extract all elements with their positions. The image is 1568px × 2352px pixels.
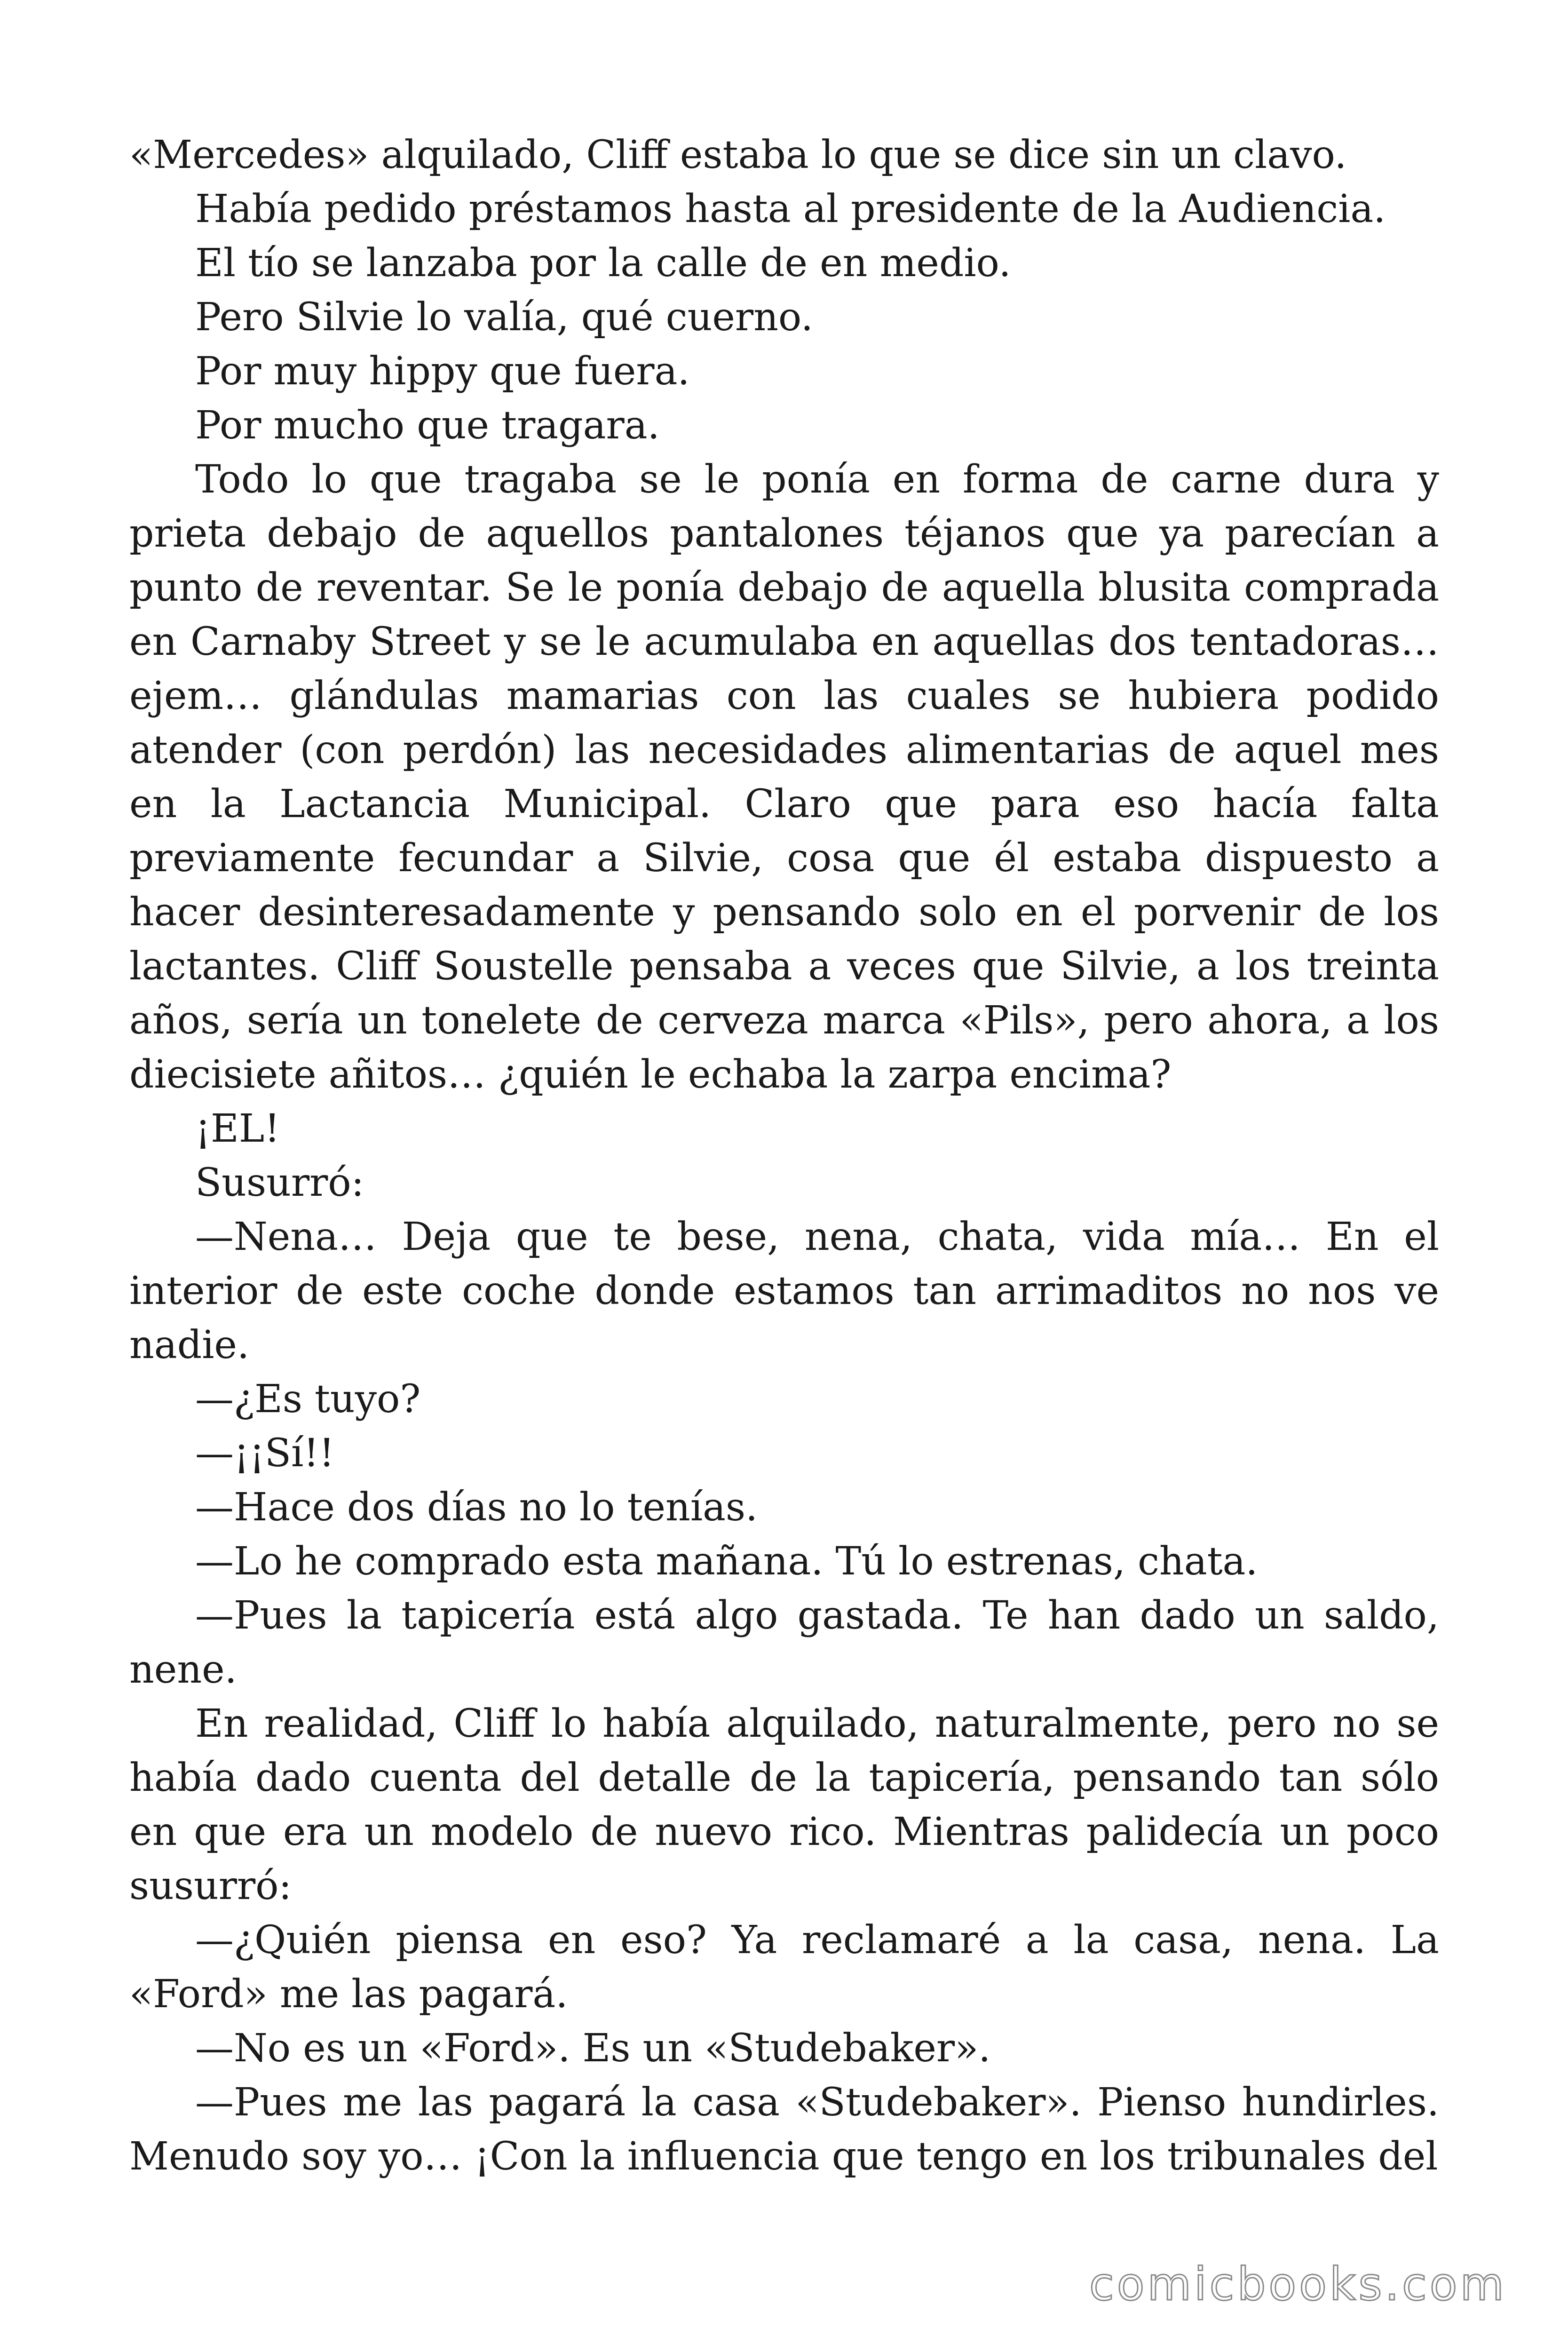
paragraph: —Nena… Deja que te bese, nena, chata, vida mía… En el interior de este coche donde estamos tan arrimaditos no nos ve nadie. (129, 1215, 1439, 1367)
paragraph: Por muy hippy que fuera. (195, 349, 690, 394)
paragraph: Pero Silvie lo valía, qué cuerno. (195, 295, 813, 340)
paragraph: En realidad, Cliff lo había alquilado, naturalmente, pero no se había dado cuenta del detalle de la tapicería, pensando tan sólo en que era un modelo de nuevo rico. Mientras palidecía un poco susurró: (129, 1701, 1439, 1908)
paragraph: Por mucho que tragara. (195, 403, 660, 448)
paragraph: Todo lo que tragaba se le ponía en forma de carne dura y prieta debajo de aquellos pantalones téjanos que ya parecían a punto de reventar. Se le ponía debajo de aquella blusita comprada en Carnaby Street y se le acumulaba en aquellas dos tentadoras… ejem… glándulas mamarias con las cuales se hubiera podido atender (con perdón) las necesidades alimentarias de aquel mes en la Lactancia Municipal. Claro que para eso hacía falta previamente fecundar a Silvie, cosa que él estaba dispuesto a hacer desinteresadamente y pensando solo en el porvenir de los lactantes. Cliff Soustelle pensaba a veces que Silvie, a los treinta años, sería un tonelete de cerveza marca «Pils», pero ahora, a los diecisiete añitos… ¿quién le echaba la zarpa encima? (129, 457, 1439, 1097)
paragraph: Había pedido préstamos hasta al presidente de la Audiencia. (195, 187, 1386, 231)
paragraph: —¡¡Sí!! (195, 1431, 335, 1476)
paragraph: —Lo he comprado esta mañana. Tú lo estrenas, chata. (195, 1539, 1258, 1584)
paragraph: —Pues la tapicería está algo gastada. Te han dado un saldo, nene. (129, 1593, 1439, 1692)
paragraph: ¡EL! (195, 1106, 280, 1151)
watermark: comicbooks.com (1089, 2258, 1507, 2311)
paragraph: —¿Quién piensa en eso? Ya reclamaré a la casa, nena. La «Ford» me las pagará. (129, 1918, 1439, 2017)
paragraph: «Mercedes» alquilado, Cliff estaba lo que se dice sin un clavo. (129, 133, 1347, 177)
paragraph: Susurró: (195, 1160, 364, 1205)
body-text (129, 128, 1439, 2184)
paragraph: —Hace dos días no lo tenías. (195, 1485, 758, 1530)
paragraph: El tío se lanzaba por la calle de en medio. (195, 241, 1011, 286)
paragraph: —No es un «Ford». Es un «Studebaker». (195, 2026, 991, 2071)
paragraph: —Pues me las pagará la casa «Studebaker». Pienso hundirles. Menudo soy yo… ¡Con la influencia que tengo en los tribunales del (129, 2080, 1439, 2179)
paragraph: —¿Es tuyo? (195, 1377, 421, 1422)
